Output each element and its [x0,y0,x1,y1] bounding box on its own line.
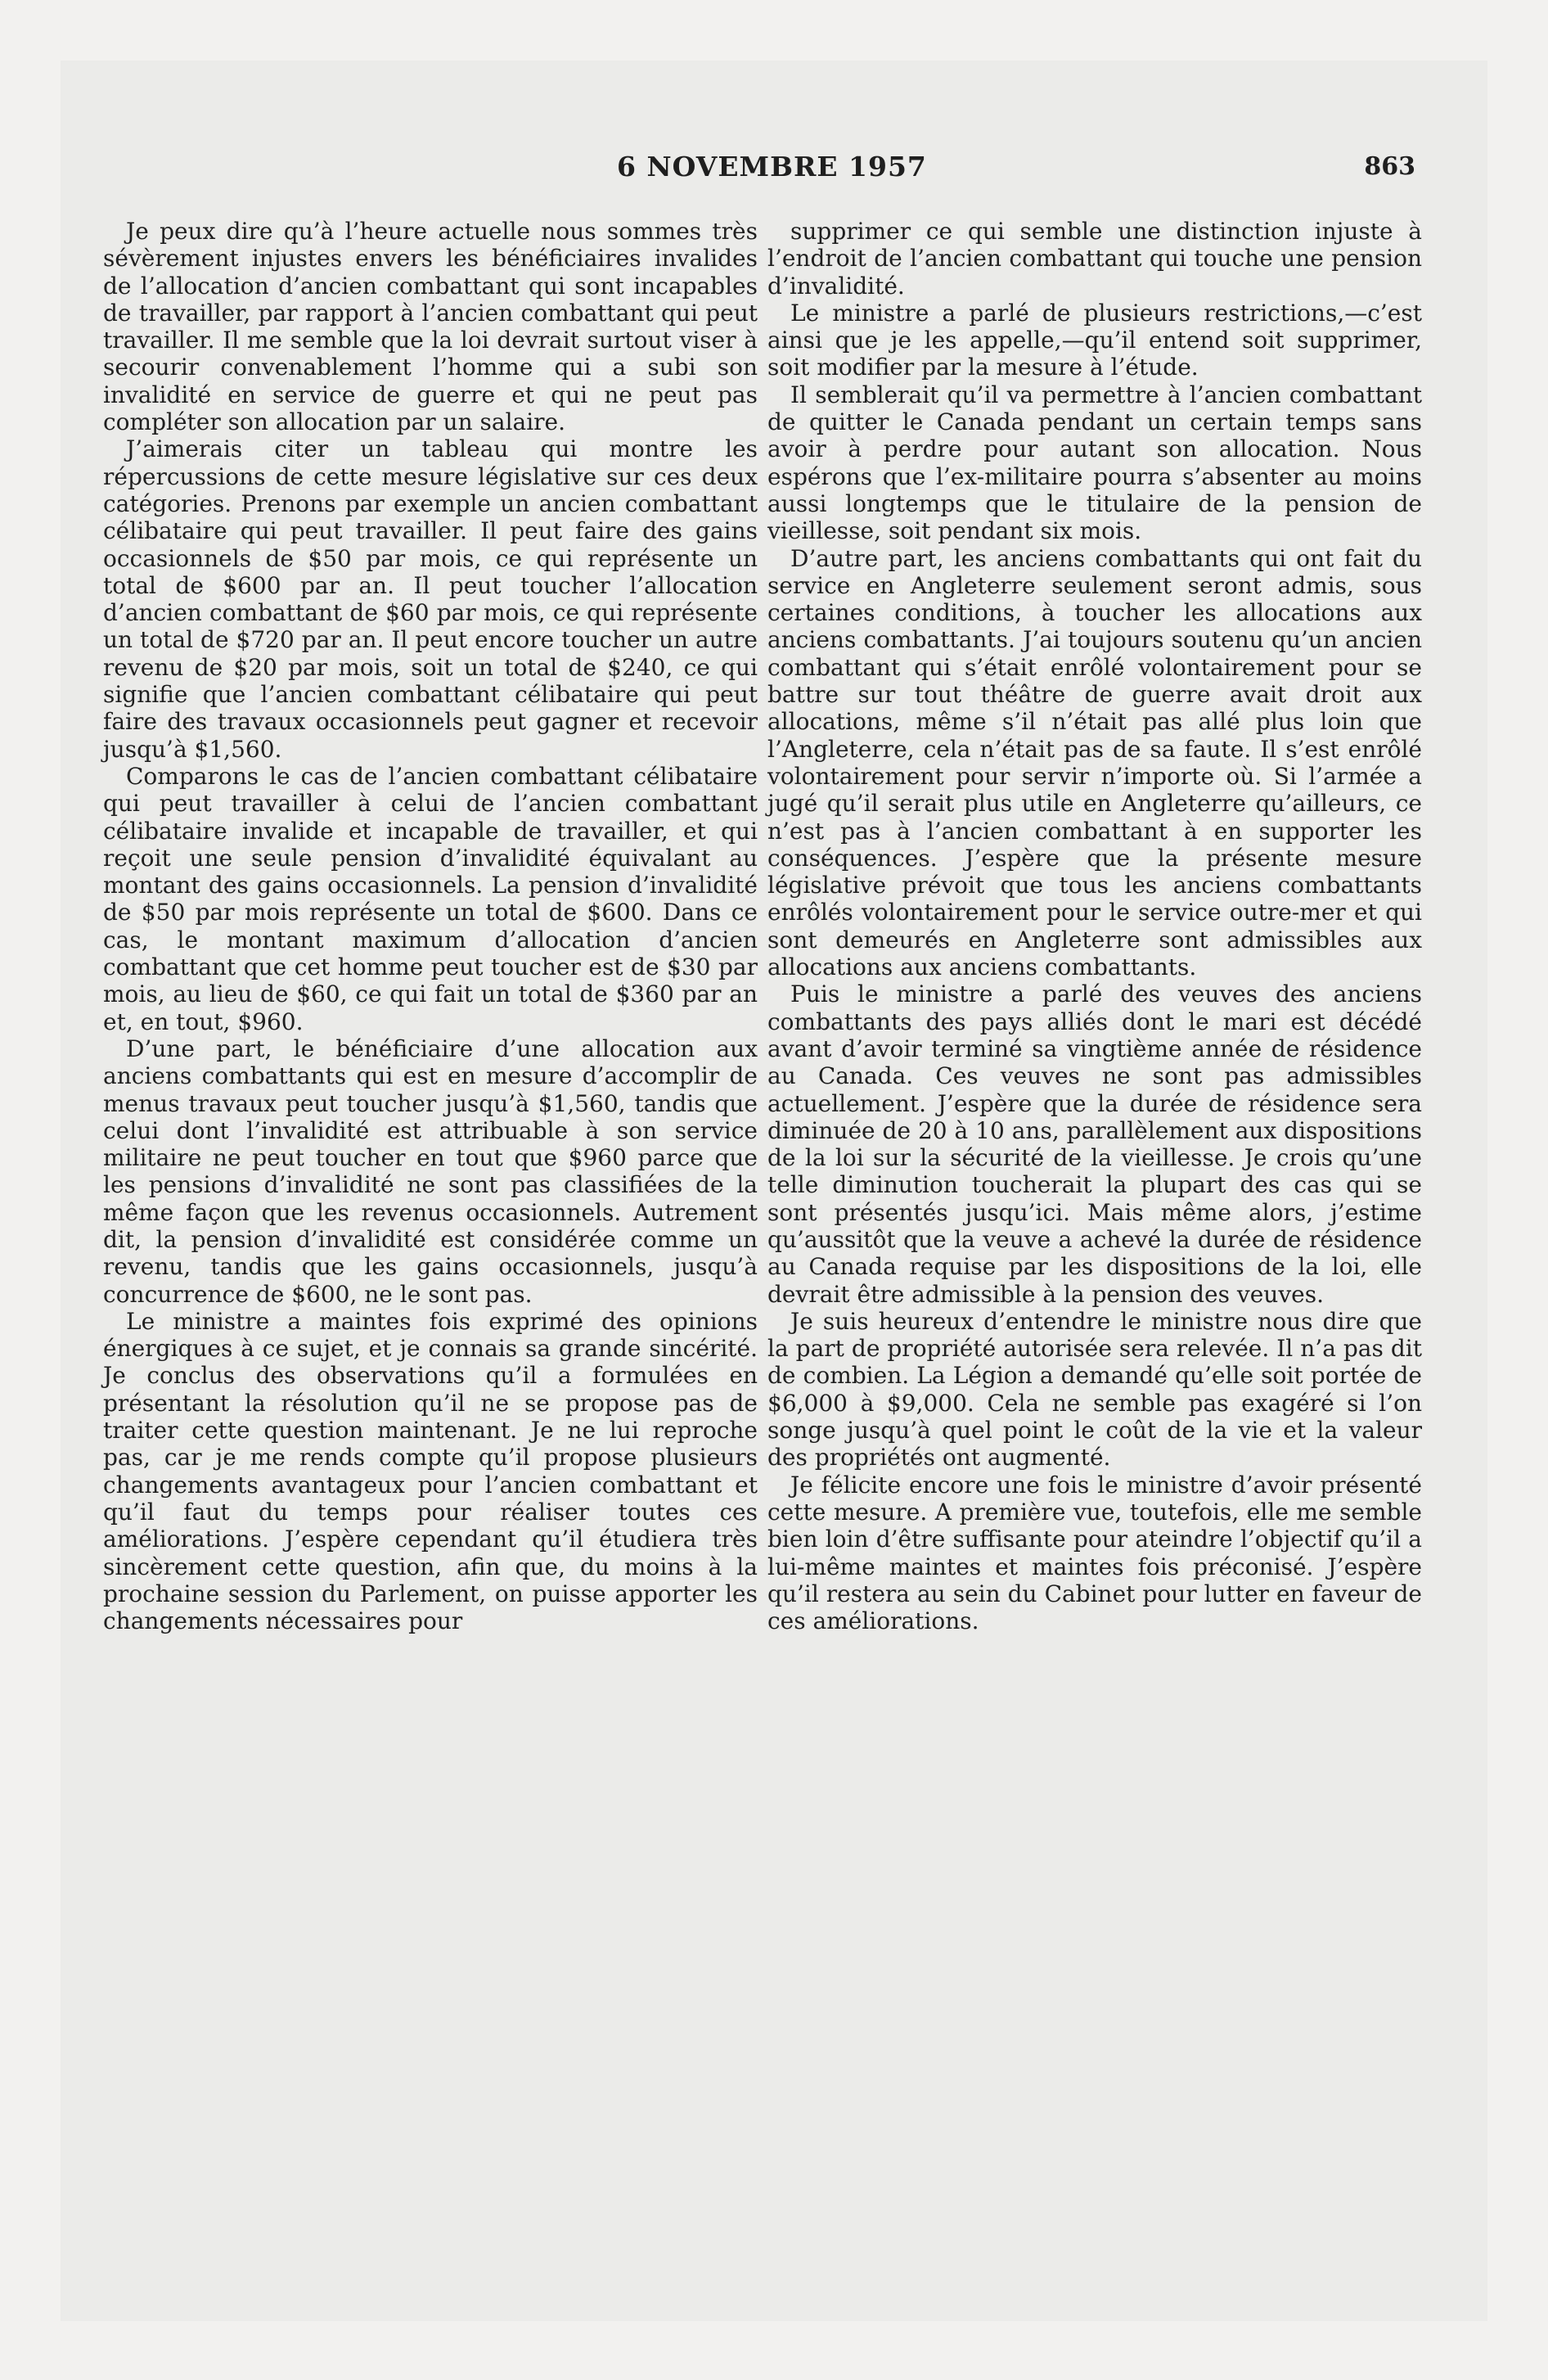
paragraph: Le ministre a maintes fois exprimé des opinions énergiques à ce sujet, et je connais sa grande sincérité. Je conclus des observations qu’il a formulées en présentant la résolution qu’il ne se propose pas de traiter cette question maintenant. Je ne lui reproche pas, car je me rends compte qu’il propose plusieurs changements avantageux pour l’ancien combattant et qu’il faut du temps pour réaliser toutes ces améliorations. J’espère cependant qu’il étudiera très sincèrement cette question, afin que, du moins à la prochaine session du Parlement, on puisse apporter les changements nécessaires pour [103,1307,758,1635]
paragraph: Je félicite encore une fois le ministre d’avoir présenté cette mesure. A première vue, toutefois, elle me semble bien loin d’être suffisante pour ateindre l’objectif qu’il a lui-même maintes et maintes fois préconisé. J’espère qu’il restera au sein du Cabinet pour lutter en faveur de ces améliorations. [767,1471,1422,1635]
paragraph: D’une part, le bénéficiaire d’une allocation aux anciens combattants qui est en mesure d’accomplir de menus travaux peut toucher jusqu’à $1,560, tandis que celui dont l’invalidité est attribuable à son service militaire ne peut toucher en tout que $960 parce que les pensions d’invalidité ne sont pas classifiées de la même façon que les revenus occasionnels. Autrement dit, la pension d’invalidité est considérée comme un revenu, tandis que les gains occasionnels, jusqu’à concurrence de $600, ne le sont pas. [103,1034,758,1308]
right-column [767,218,1422,1634]
paragraph: supprimer ce qui semble une distinction injuste à l’endroit de l’ancien combattant qui touche une pension d’invalidité. [767,218,1422,300]
paragraph: Comparons le cas de l’ancien combattant célibataire qui peut travailler à celui de l’ancien combattant célibataire invalide et incapable de travailler, et qui reçoit une seule pension d’invalidité équivalant au montant des gains occasionnels. La pension d’invalidité de $50 par mois représente un total de $600. Dans ce cas, le montant maximum d’allocation d’ancien combattant que cet homme peut toucher est de $30 par mois, au lieu de $60, ce qui fait un total de $360 par an et, en tout, $960. [103,762,758,1035]
paragraph: Le ministre a parlé de plusieurs restrictions,—c’est ainsi que je les appelle,—qu’il entend soit supprimer, soit modifier par la mesure à l’étude. [767,299,1422,381]
header-date: 6 NOVEMBRE 1957 [617,151,927,183]
paragraph: D’autre part, les anciens combattants qui ont fait du service en Angleterre seulement seront admis, sous certaines conditions, à toucher les allocations aux anciens combattants. J’ai toujours soutenu qu’un ancien combattant qui s’était enrôlé volontairement pour se battre sur tout théâtre de guerre avait droit aux allocations, même s’il n’était pas allé plus loin que l’Angleterre, cela n’était pas de sa faute. Il s’est enrôlé volontairement pour servir n’importe où. Si l’armée a jugé qu’il serait plus utile en Angleterre qu’ailleurs, ce n’est pas à l’ancien combattant à en supporter les conséquences. J’espère que la présente mesure législative prévoit que tous les anciens combattants enrôlés volontairement pour le service outre-mer et qui sont demeurés en Angleterre sont admissibles aux allocations aux anciens combattants. [767,544,1422,981]
page-number: 863 [1364,152,1415,181]
paragraph: Je suis heureux d’entendre le ministre nous dire que la part de propriété autorisée sera relevée. Il n’a pas dit de combien. La Légion a demandé qu’elle soit portée de $6,000 à $9,000. Cela ne semble pas exagéré si l’on songe jusqu’à quel point le coût de la vie et la valeur des propriétés ont augmenté. [767,1307,1422,1472]
paragraph: J’aimerais citer un tableau qui montre les répercussions de cette mesure législative sur ces deux catégories. Prenons par exemple un ancien combattant célibataire qui peut travailler. Il peut faire des gains occasionnels de $50 par mois, ce qui représente un total de $600 par an. Il peut toucher l’allocation d’ancien combattant de $60 par mois, ce qui représente un total de $720 par an. Il peut encore toucher un autre revenu de $20 par mois, soit un total de $240, ce qui signifie que l’ancien combattant célibataire qui peut faire des travaux occasionnels peut gagner et recevoir jusqu’à $1,560. [103,435,758,763]
paragraph: Il semblerait qu’il va permettre à l’ancien combattant de quitter le Canada pendant un certain temps sans avoir à perdre pour autant son allocation. Nous espérons que l’ex-militaire pourra s’absenter au moins aussi longtemps que le titulaire de la pension de vieillesse, soit pendant six mois. [767,381,1422,545]
page-header [61,151,1487,200]
left-column [103,218,758,1634]
paragraph: Je peux dire qu’à l’heure actuelle nous sommes très sévèrement injustes envers les bénéficiaires invalides de l’allocation d’ancien combattant qui sont incapables de travailler, par rapport à l’ancien combattant qui peut travailler. Il me semble que la loi devrait surtout viser à secourir convenablement l’homme qui a subi son invalidité en service de guerre et qui ne peut pas compléter son allocation par un salaire. [103,218,758,436]
document-page [61,61,1487,2321]
paragraph: Puis le ministre a parlé des veuves des anciens combattants des pays alliés dont le mari est décédé avant d’avoir terminé sa vingtième année de résidence au Canada. Ces veuves ne sont pas admissibles actuellement. J’espère que la durée de résidence sera diminuée de 20 à 10 ans, parallèlement aux dispositions de la loi sur la sécurité de la vieillesse. Je crois qu’une telle diminution toucherait la plupart des cas qui se sont présentés jusqu’ici. Mais même alors, j’estime qu’aussitôt que la veuve a achevé la durée de résidence au Canada requise par les dispositions de la loi, elle devrait être admissible à la pension des veuves. [767,980,1422,1308]
